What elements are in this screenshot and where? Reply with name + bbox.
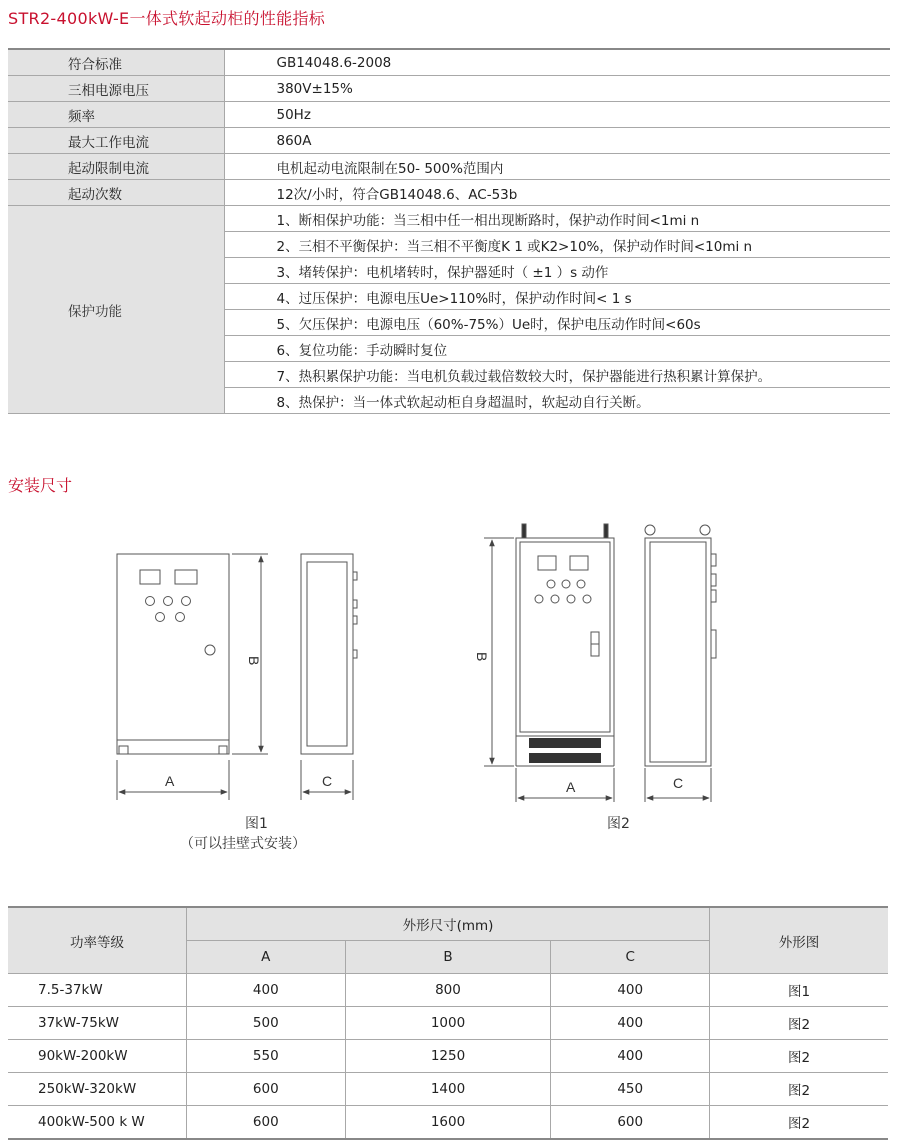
fig2-caption: 图2 [607, 816, 630, 832]
install-section-title: 安装尺寸 [8, 476, 73, 495]
cell-a: 600 [187, 1073, 346, 1106]
cell-b: 1600 [345, 1106, 551, 1140]
col-header-a: A [187, 941, 346, 974]
col-header-power: 功率等级 [8, 907, 187, 974]
fig1-dim-b: B [246, 656, 262, 666]
spec-label: 起动次数 [8, 180, 224, 206]
page-title: STR2-400kW-E一体式软起动柜的性能指标 [8, 9, 326, 28]
fig1-dim-a: A [165, 773, 175, 789]
cell-c: 450 [551, 1073, 710, 1106]
fig2-dim-b: B [474, 652, 490, 662]
fig2-dim-c: C [673, 775, 684, 791]
cell-figure: 图2 [710, 1007, 889, 1040]
cell-power: 37kW-75kW [8, 1007, 187, 1040]
spec-label: 符合标准 [8, 49, 224, 76]
table-row [8, 102, 890, 128]
spec-label: 频率 [8, 102, 224, 128]
fig1-note: （可以挂壁式安装） [180, 836, 306, 852]
cell-b: 1000 [345, 1007, 551, 1040]
cell-b: 800 [345, 974, 551, 1007]
protection-item: 2、三相不平衡保护：当三相不平衡度K 1 或K2>10%，保护动作时间<10mi n [224, 232, 890, 258]
spec-label: 最大工作电流 [8, 128, 224, 154]
spec-value: 860A [224, 128, 890, 154]
fig1-dim-c: C [322, 773, 333, 789]
spec-label: 三相电源电压 [8, 76, 224, 102]
spec-table [8, 48, 890, 414]
cell-c: 600 [551, 1106, 710, 1140]
table-row [8, 1040, 888, 1073]
table-row [8, 1106, 888, 1140]
cell-a: 500 [187, 1007, 346, 1040]
protection-item: 6、复位功能：手动瞬时复位 [224, 336, 890, 362]
install-drawings [0, 510, 900, 870]
table-row [8, 180, 890, 206]
fig2-side-view [645, 525, 716, 802]
spec-value: 12次/小时，符合GB14048.6、AC-53b [224, 180, 890, 206]
cell-a: 600 [187, 1106, 346, 1140]
table-row [8, 154, 890, 180]
col-header-figure: 外形图 [710, 907, 889, 974]
table-row [8, 49, 890, 76]
cell-b: 1400 [345, 1073, 551, 1106]
cell-figure: 图2 [710, 1106, 889, 1140]
protection-item: 1、断相保护功能：当三相中任一相出现断路时，保护动作时间<1mi n [224, 206, 890, 232]
protection-item: 5、欠压保护：电源电压（60%-75%）Ue时，保护电压动作时间<60s [224, 310, 890, 336]
cell-figure: 图2 [710, 1040, 889, 1073]
protection-item: 4、过压保护：电源电压Ue>110%时，保护动作时间< 1 s [224, 284, 890, 310]
cell-power: 400kW-500 k W [8, 1106, 187, 1140]
cell-figure: 图1 [710, 974, 889, 1007]
fig2-front-view [484, 524, 614, 802]
col-header-c: C [551, 941, 710, 974]
cell-a: 550 [187, 1040, 346, 1073]
table-header-row [8, 907, 888, 941]
protection-item: 3、堵转保护：电机堵转时，保护器延时（ ±1 ）s 动作 [224, 258, 890, 284]
spec-value: GB14048.6-2008 [224, 49, 890, 76]
protection-item: 8、热保护：当一体式软起动柜自身超温时，软起动自行关断。 [224, 388, 890, 414]
spec-value: 380V±15% [224, 76, 890, 102]
fig1-caption: 图1 [245, 816, 268, 832]
protection-item: 7、热积累保护功能：当电机负载过载倍数较大时，保护器能进行热积累计算保护。 [224, 362, 890, 388]
cell-c: 400 [551, 1007, 710, 1040]
fig1-side-view [301, 554, 357, 800]
cell-c: 400 [551, 974, 710, 1007]
cell-power: 90kW-200kW [8, 1040, 187, 1073]
table-row [8, 1007, 888, 1040]
cell-a: 400 [187, 974, 346, 1007]
col-header-size: 外形尺寸(mm) [187, 907, 710, 941]
cell-figure: 图2 [710, 1073, 889, 1106]
cell-power: 250kW-320kW [8, 1073, 187, 1106]
col-header-b: B [345, 941, 551, 974]
cell-c: 400 [551, 1040, 710, 1073]
table-row [8, 974, 888, 1007]
protection-label: 保护功能 [8, 206, 224, 414]
table-row [8, 1073, 888, 1106]
spec-value: 电机起动电流限制在50- 500%范围内 [224, 154, 890, 180]
table-row [8, 76, 890, 102]
fig2-dim-a: A [566, 779, 576, 795]
cell-b: 1250 [345, 1040, 551, 1073]
fig1-front-view [117, 554, 268, 800]
spec-label: 起动限制电流 [8, 154, 224, 180]
table-row [8, 206, 890, 232]
table-row [8, 128, 890, 154]
dimensions-table [8, 906, 888, 1140]
cell-power: 7.5-37kW [8, 974, 187, 1007]
spec-value: 50Hz [224, 102, 890, 128]
